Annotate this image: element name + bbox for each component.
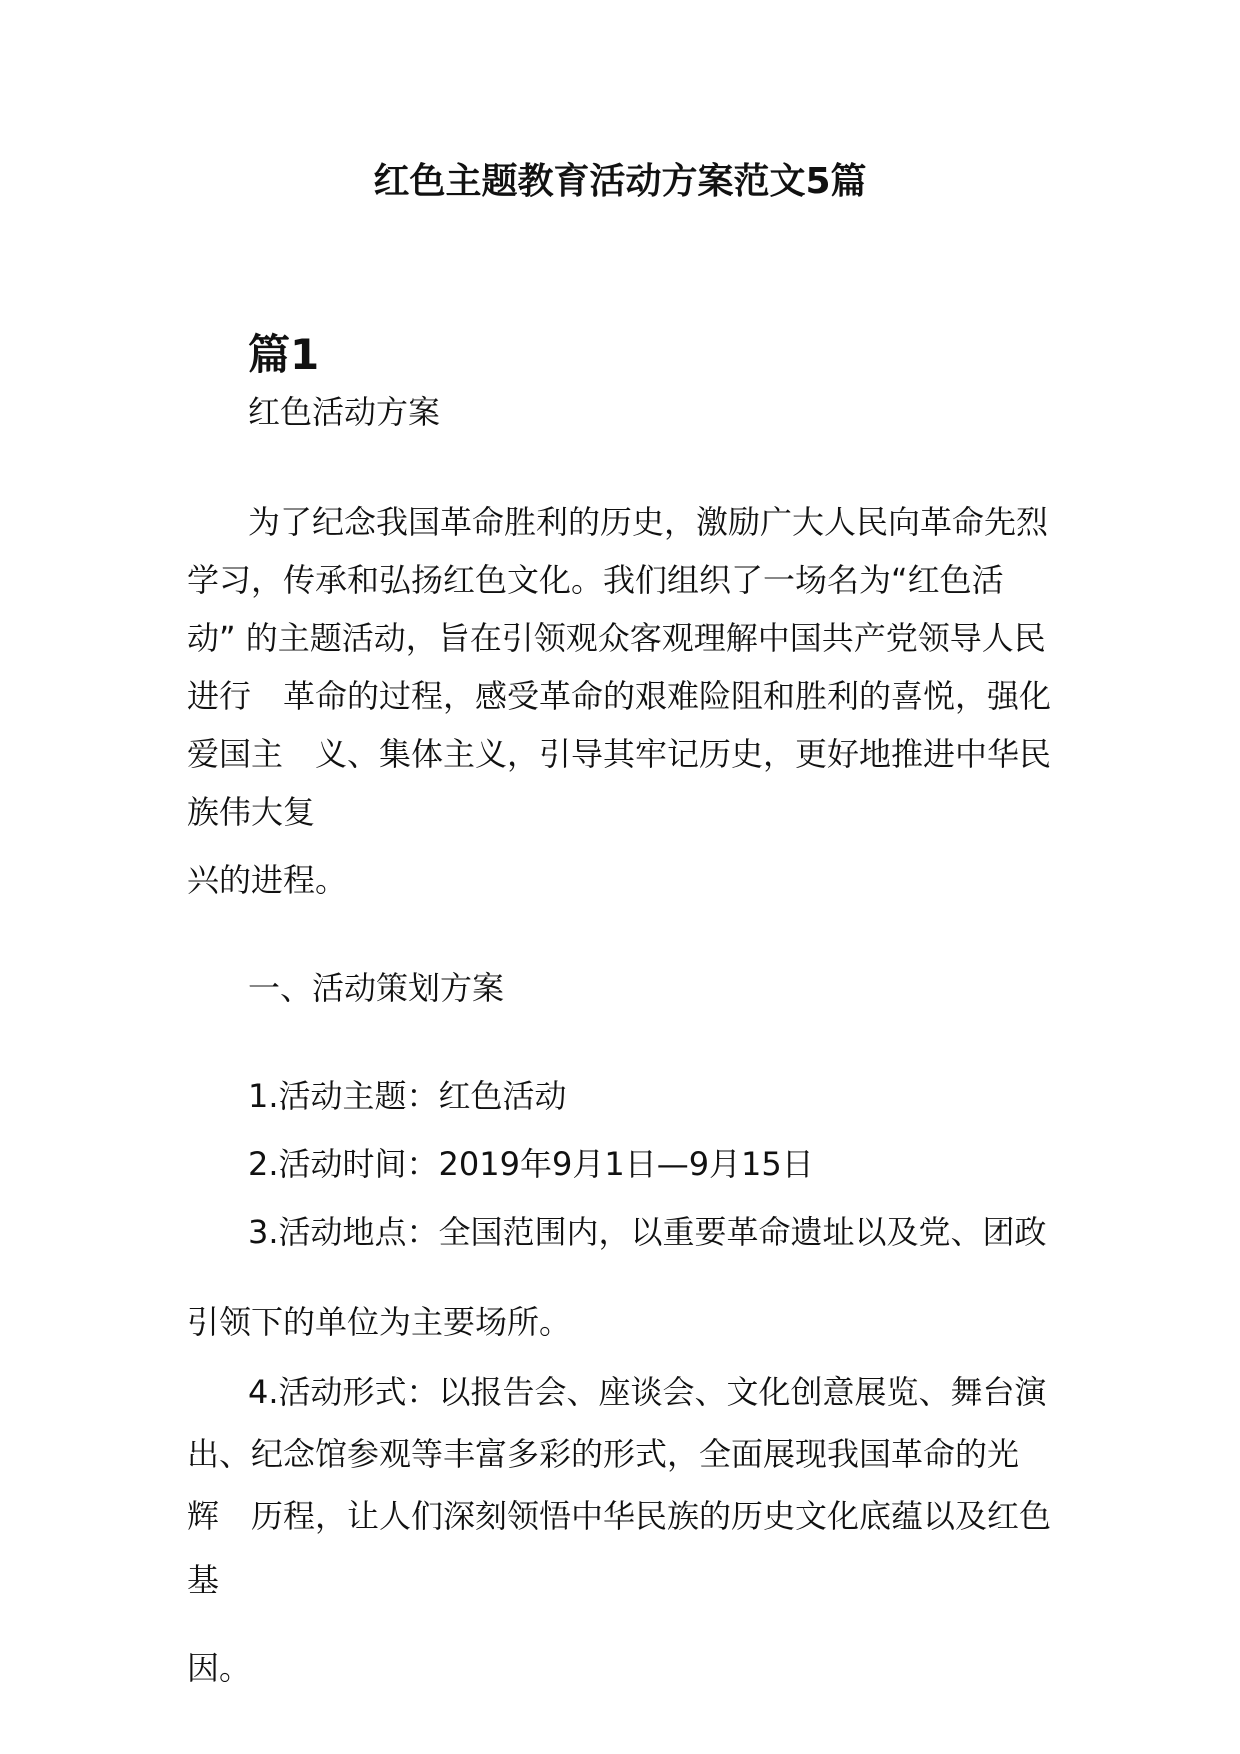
intro-line-3: 动” 的主题活动，旨在引领观众客观理解中国共产党领导人民 [187, 619, 1046, 657]
section-subtitle: 红色活动方案 [248, 393, 441, 431]
document-title: 红色主题教育活动方案范文5篇 [373, 161, 867, 202]
item-4-line-1: 4.活动形式：以报告会、座谈会、文化创意展览、舞台演 [248, 1373, 1047, 1411]
item-4-line-3: 辉 历程，让人们深刻领悟中华民族的历史文化底蕴以及红色 [187, 1497, 1052, 1535]
item-4-line-2: 出、纪念馆参观等丰富多彩的形式，全面展现我国革命的光 [187, 1435, 1020, 1473]
intro-line-2: 学习，传承和弘扬红色文化。我们组织了一场名为“红色活 [187, 561, 1004, 599]
intro-line-1: 为了纪念我国革命胜利的历史，激励广大人民向革命先烈 [248, 503, 1049, 541]
intro-line-6: 族伟大复 [187, 793, 316, 831]
item-2: 2.活动时间：2019年9月1日—9月15日 [248, 1145, 814, 1183]
item-3-line-2: 引领下的单位为主要场所。 [187, 1303, 572, 1341]
section-heading: 篇1 [248, 330, 320, 379]
intro-line-5: 爱国主 义、集体主义，引导其牢记历史，更好地推进中华民 [187, 735, 1052, 773]
intro-line-7: 兴的进程。 [187, 861, 348, 899]
item-3-line-1: 3.活动地点：全国范围内，以重要革命遗址以及党、团政 [248, 1213, 1047, 1251]
item-4-line-5: 因。 [187, 1649, 252, 1687]
intro-line-4: 进行 革命的过程，感受革命的艰难险阻和胜利的喜悦，强化 [187, 677, 1052, 715]
item-4-line-4: 基 [187, 1561, 220, 1599]
item-1: 1.活动主题：红色活动 [248, 1077, 567, 1115]
part1-heading: 一、活动策划方案 [248, 969, 505, 1007]
